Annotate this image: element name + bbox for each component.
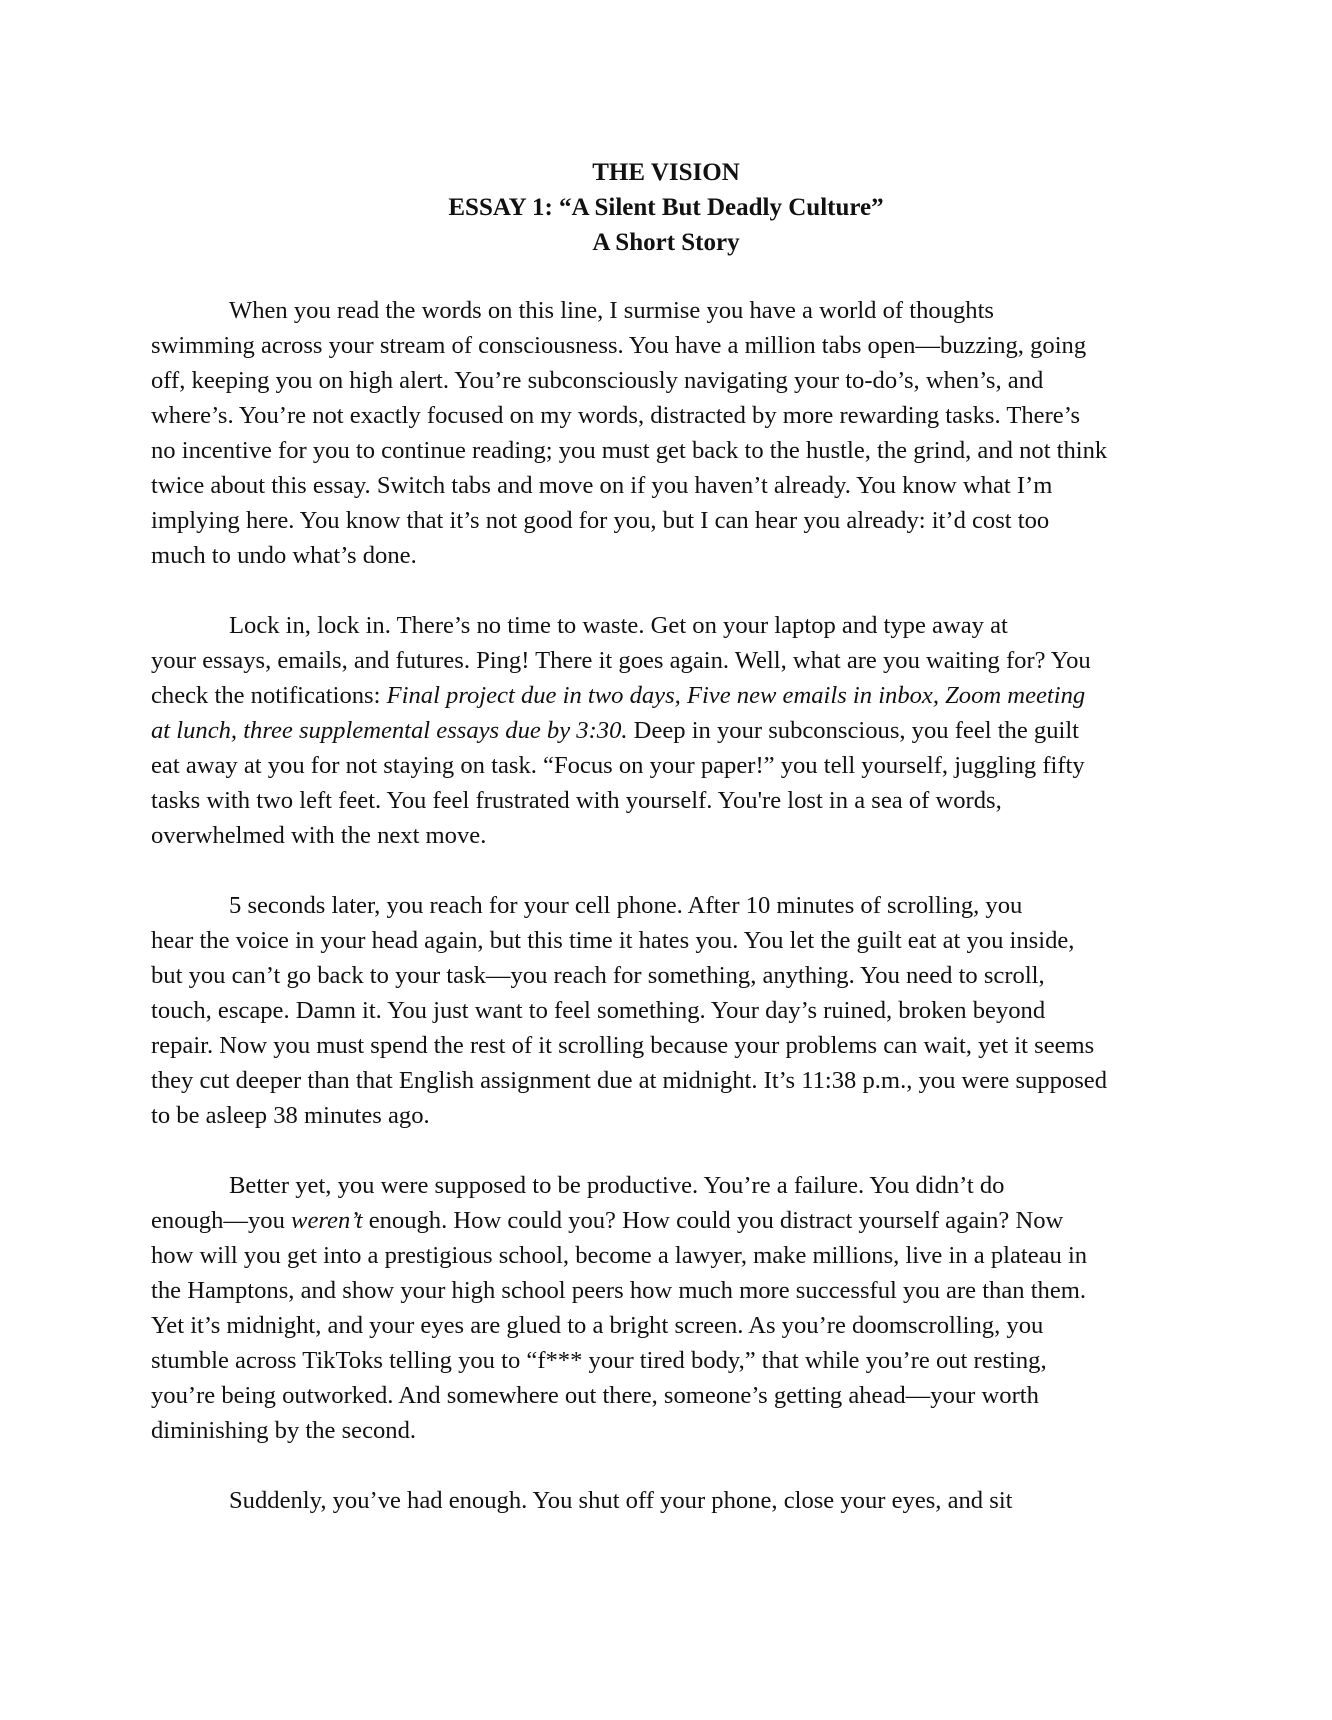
essay-body [151,293,1191,1553]
paragraph-line: where’s. You’re not exactly focused on my words, distracted by more rewarding tasks. There’s [151,402,1081,429]
essay-title: ESSAY 1: “A Silent But Deadly Culture” [448,194,884,221]
title-block [0,155,1332,260]
text-run: check the notifications: [151,682,387,709]
paragraph-line: stumble across TikToks telling you to “f*** your tired body,” that while you’re out resting, [151,1347,1047,1374]
paragraph-line: they cut deeper than that English assignment due at midnight. It’s 11:38 p.m., you were supposed [151,1067,1108,1094]
paragraph-1 [151,293,1191,573]
paragraph-line: Suddenly, you’ve had enough. You shut off your phone, close your eyes, and sit [229,1487,1013,1514]
paragraph-line: your essays, emails, and futures. Ping! There it goes again. Well, what are you waiting for? You [151,647,1091,674]
paragraph-line [151,1203,1191,1238]
paragraph-line: you’re being outworked. And somewhere out there, someone’s getting ahead—your worth [151,1382,1039,1409]
paragraph-3 [151,888,1191,1133]
paragraph-line: 5 seconds later, you reach for your cell phone. After 10 minutes of scrolling, you [229,892,1023,919]
paragraph-2 [151,608,1191,853]
paragraph-line: to be asleep 38 minutes ago. [151,1102,430,1129]
paragraph-line: Better yet, you were supposed to be productive. You’re a failure. You didn’t do [229,1172,1005,1199]
italic-notifications: at lunch, three supplemental essays due by 3:30. [151,717,628,744]
paragraph-line: implying here. You know that it’s not good for you, but I can hear you already: it’d cost too [151,507,1050,534]
paragraph-line: diminishing by the second. [151,1417,417,1444]
paragraph-line: overwhelmed with the next move. [151,822,487,849]
paragraph-line: the Hamptons, and show your high school peers how much more successful you are than them. [151,1277,1087,1304]
document-title: THE VISION [592,159,740,186]
paragraph-line: off, keeping you on high alert. You’re subconsciously navigating your to-do’s, when’s, and [151,367,1044,394]
paragraph-line: twice about this essay. Switch tabs and move on if you haven’t already. You know what I’m [151,472,1053,499]
paragraph-line [151,678,1191,713]
italic-notifications: Final project due in two days, Five new emails in inbox, Zoom meeting [386,682,1086,709]
essay-genre: A Short Story [592,229,740,256]
paragraph-line: repair. Now you must spend the rest of it scrolling because your problems can wait, yet it seems [151,1032,1095,1059]
text-run: enough. How could you? How could you distract yourself again? Now [362,1207,1064,1234]
paragraph-line: much to undo what’s done. [151,542,417,569]
paragraph-line: When you read the words on this line, I surmise you have a world of thoughts [229,297,994,324]
paragraph-line: no incentive for you to continue reading; you must get back to the hustle, the grind, and not think [151,437,1108,464]
paragraph-line: tasks with two left feet. You feel frustrated with yourself. You're lost in a sea of words, [151,787,1002,814]
paragraph-line: how will you get into a prestigious school, become a lawyer, make millions, live in a plateau in [151,1242,1088,1269]
paragraph-line: Yet it’s midnight, and your eyes are glued to a bright screen. As you’re doomscrolling, you [151,1312,1044,1339]
paragraph-line: touch, escape. Damn it. You just want to feel something. Your day’s ruined, broken beyond [151,997,1046,1024]
text-run: Deep in your subconscious, you feel the guilt [627,717,1080,744]
paragraph-line: eat away at you for not staying on task. “Focus on your paper!” you tell yourself, juggling fifty [151,752,1085,779]
italic-emphasis: weren’t [291,1207,363,1234]
paragraph-line: but you can’t go back to your task—you reach for something, anything. You need to scroll, [151,962,1045,989]
paragraph-4 [151,1168,1191,1448]
paragraph-line [151,713,1191,748]
text-run: enough—you [151,1207,292,1234]
paragraph-line: hear the voice in your head again, but this time it hates you. You let the guilt eat at you inside, [151,927,1075,954]
paragraph-line: swimming across your stream of consciousness. You have a million tabs open—buzzing, going [151,332,1087,359]
paragraph-line: Lock in, lock in. There’s no time to waste. Get on your laptop and type away at [229,612,1008,639]
paragraph-5 [151,1483,1191,1518]
